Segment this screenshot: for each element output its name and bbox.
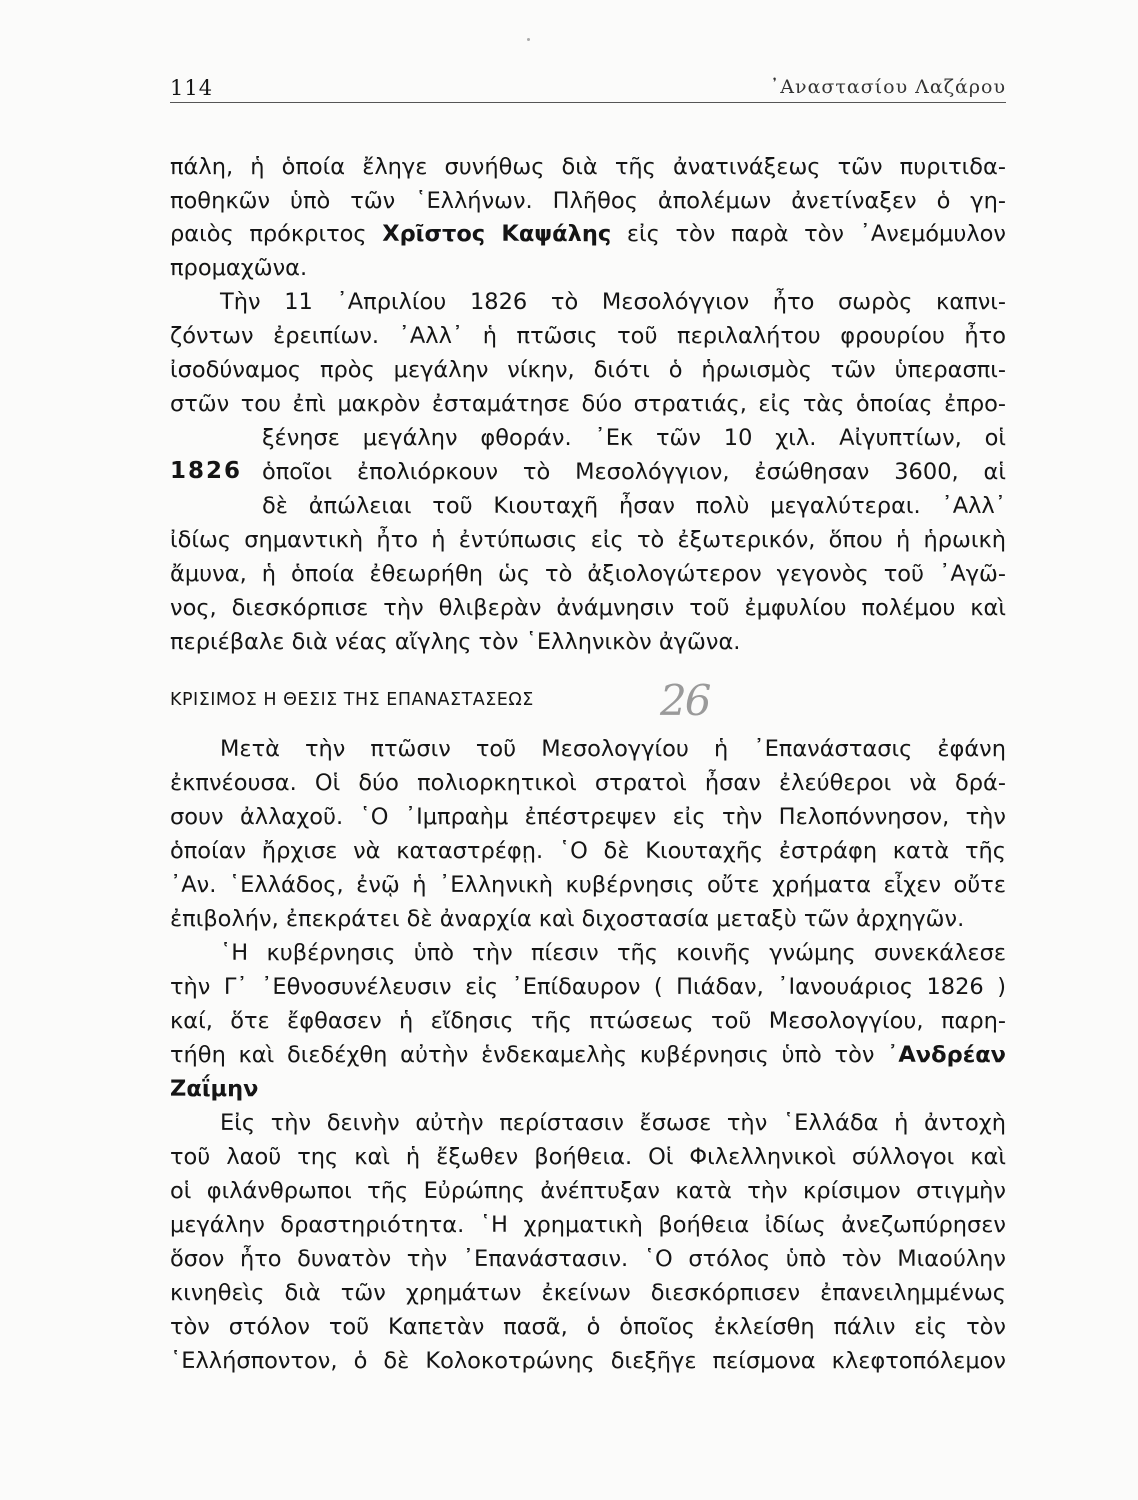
text-line: ἐκπνέουσα. Οἱ δύο πολιορκητικοὶ στρατοὶ ἦσαν ἐλεύθεροι νὰ δρά- xyxy=(170,770,1006,796)
text-line: στῶν του ἐπὶ μακρὸν ἐσταμάτησε δύο στρατιάς, εἰς τὰς ὁποίας ἐπρο- xyxy=(170,391,1006,417)
text-line: ὁποῖοι ἐπολιόρκουν τὸ Μεσολόγγιον, ἐσώθησαν 3600, αἱ xyxy=(262,459,1006,485)
text-line: ῾Η κυβέρνησις ὑπὸ τὴν πίεσιν τῆς κοινῆς γνώμης συνεκάλεσε xyxy=(220,940,1006,966)
text-line: ἄμυνα, ἡ ὁποία ἐθεωρήθη ὡς τὸ ἀξιολογώτερον γεγονὸς τοῦ ᾿Αγῶ- xyxy=(170,561,1006,587)
marginal-year: 1826 xyxy=(170,458,243,484)
text-line: Τὴν 11 ᾿Απριλίου 1826 τὸ Μεσολόγγιον ἦτο σωρὸς καπνι- xyxy=(220,289,1006,315)
text-line: τὸν στόλον τοῦ Καπετὰν πασᾶ, ὁ ὁποῖος ἐκλείσθη πάλιν εἰς τὸν xyxy=(170,1314,1006,1340)
text-line: οἱ φιλάνθρωποι τῆς Εὐρώπης ἀνέπτυξαν κατὰ τὴν κρίσιμον στιγμὴν xyxy=(170,1178,1006,1204)
page-number: 114 xyxy=(170,76,214,100)
text-line: καί, ὅτε ἔφθασεν ἡ εἴδησις τῆς πτώσεως τοῦ Μεσολογγίου, παρη- xyxy=(170,1008,1006,1034)
bold-name-zaimis: Ζαΐμην xyxy=(170,1076,259,1102)
text-line: τὴν Γ᾿ ᾿Εθνοσυνέλευσιν εἰς ᾿Επίδαυρον ( Πιάδαν, ᾿Ιανουάριος 1826 ) xyxy=(170,974,1006,1000)
text-line: τοῦ λαοῦ της καὶ ἡ ἔξωθεν βοήθεια. Οἱ Φιλελληνικοὶ σύλλογοι καὶ xyxy=(170,1144,1006,1170)
text-line: δὲ ἀπώλειαι τοῦ Κιουταχῆ ἦσαν πολὺ μεγαλύτεραι. ᾿Αλλ᾿ xyxy=(262,493,1006,519)
text-line xyxy=(170,217,1006,251)
text-line: μεγάλην δραστηριότητα. ῾Η χρηματικὴ βοήθεια ἰδίως ἀνεζωπύρησεν xyxy=(170,1212,1006,1238)
text-line: ποθηκῶν ὑπὸ τῶν ῾Ελλήνων. Πλῆθος ἀπολέμων ἀνετίναξεν ὁ γη- xyxy=(170,188,1006,214)
pencil-annotation: 26 xyxy=(660,676,710,725)
running-head: ᾿Αναστασίου Λαζάρου xyxy=(769,76,1006,98)
bold-name-andreas: ᾿Ανδρέαν xyxy=(887,1042,1007,1068)
text-line: κινηθεὶς διὰ τῶν χρημάτων ἐκείνων διεσκόρπισεν ἐπανειλημμένως xyxy=(170,1280,1006,1306)
text-line: ζόντων ἐρειπίων. ᾿Αλλ᾿ ἡ πτῶσις τοῦ περιλαλήτου φρουρίου ἦτο xyxy=(170,323,1006,349)
text-line: ἰδίως σημαντικὴ ἦτο ἡ ἐντύπωσις εἰς τὸ ἐξωτερικόν, ὅπου ἡ ἡρωικὴ xyxy=(170,527,1006,553)
text-line: σουν ἀλλαχοῦ. ῾Ο ᾿Ιμπραὴμ ἐπέστρεψεν εἰς τὴν Πελοπόννησον, τὴν xyxy=(170,804,1006,830)
paper-speck xyxy=(527,38,530,41)
text-line: ῾Ελλήσποντον, ὁ δὲ Κολοκοτρώνης διεξῆγε πείσμονα κλεφτοπόλεμον xyxy=(170,1348,1006,1374)
text-line: ξένησε μεγάλην φθοράν. ᾿Εκ τῶν 10 χιλ. Αἰγυπτίων, οἱ xyxy=(262,425,1006,451)
text-fragment: εἰς τὸν παρὰ τὸν ᾿Ανεμόμυλον xyxy=(626,221,1007,247)
text-line: νος, διεσκόρπισε τὴν θλιβερὰν ἀνάμνησιν τοῦ ἐμφυλίου πολέμου καὶ xyxy=(170,595,1006,621)
text-fragment: ραιὸς πρόκριτος xyxy=(170,221,367,247)
text-line: προμαχῶνα. xyxy=(170,255,308,281)
page-header xyxy=(170,76,1006,103)
text-line: ᾿Αν. ῾Ελλάδος, ἐνῷ ἡ ᾿Ελληνικὴ κυβέρνησις οὔτε χρήματα εἶχεν οὔτε xyxy=(170,872,1006,898)
text-line xyxy=(170,1038,1006,1072)
text-fragment: τήθη καὶ διεδέχθη αὐτὴν ἑνδεκαμελὴς κυβέρνησις ὑπὸ τὸν xyxy=(170,1042,875,1068)
section-heading: ΚΡΙΣΙΜΟΣ Η ΘΕΣΙΣ ΤΗΣ ΕΠΑΝΑΣΤΑΣΕΩΣ xyxy=(170,690,534,710)
text-line: ὅσον ἦτο δυνατὸν τὴν ᾿Επανάστασιν. ῾Ο στόλος ὑπὸ τὸν Μιαούλην xyxy=(170,1246,1006,1272)
text-line: ὁποίαν ἤρχισε νὰ καταστρέφῃ. ῾Ο δὲ Κιουταχῆς ἐστράφη κατὰ τῆς xyxy=(170,838,1006,864)
text-line: Μετὰ τὴν πτῶσιν τοῦ Μεσολογγίου ἡ ᾿Επανάστασις ἐφάνη xyxy=(220,736,1006,762)
text-line: ἰσοδύναμος πρὸς μεγάλην νίκην, διότι ὁ ἡρωισμὸς τῶν ὑπερασπι- xyxy=(170,357,1006,383)
bold-name-kapsalis: Χρῖστος Καψάλης xyxy=(382,221,612,247)
text-line: περιέβαλε διὰ νέας αἴγλης τὸν ῾Ελληνικὸν ἀγῶνα. xyxy=(170,629,741,655)
text-line: Εἰς τὴν δεινὴν αὐτὴν περίστασιν ἔσωσε τὴν ῾Ελλάδα ἡ ἀντοχὴ xyxy=(220,1110,1006,1136)
text-line: πάλη, ἡ ὁποία ἔληγε συνήθως διὰ τῆς ἀνατινάξεως τῶν πυριτιδα- xyxy=(170,154,1006,180)
text-line: ἐπιβολήν, ἐπεκράτει δὲ ἀναρχία καὶ διχοστασία μεταξὺ τῶν ἀρχηγῶν. xyxy=(170,906,965,932)
